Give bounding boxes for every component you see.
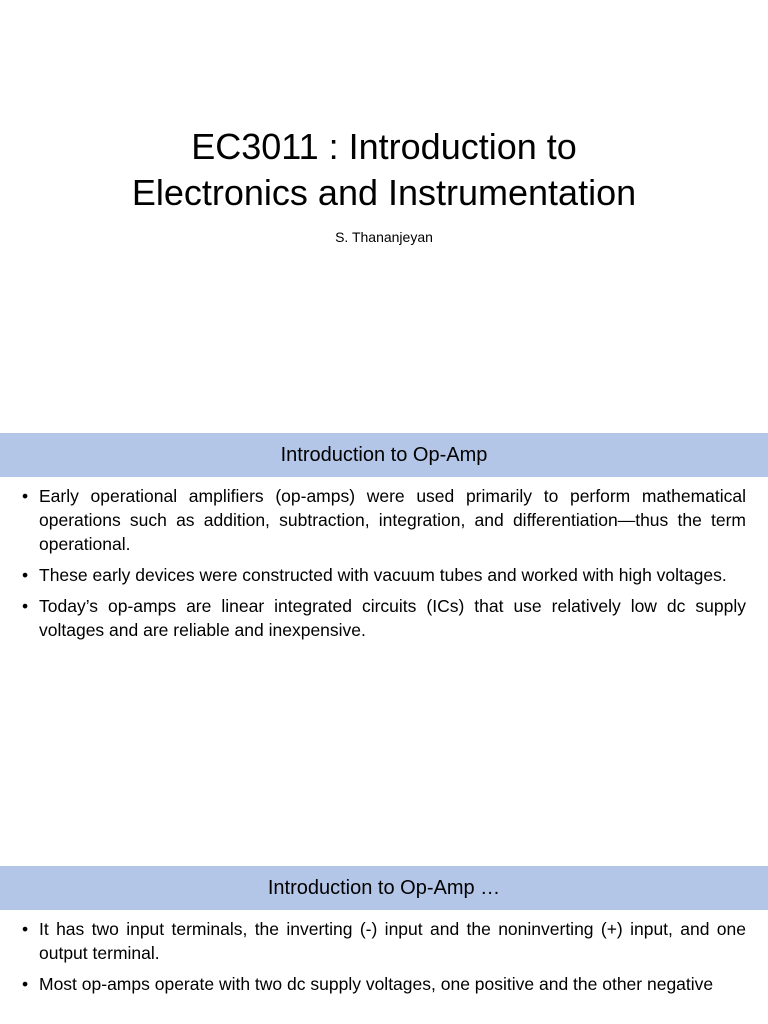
- bullet-item: [22, 563, 746, 587]
- title-line-1: EC3011 : Introduction to: [191, 126, 577, 167]
- bullet-text: It has two input terminals, the inverting (-) input and the noninverting (+) input, and one output terminal.: [39, 919, 746, 963]
- bullet-text: Early operational amplifiers (op-amps) were used primarily to perform mathematical operations such as addition, subtraction, integration, and differentiation—thus the term operational.: [39, 486, 746, 554]
- bullet-icon: •: [22, 974, 29, 994]
- bullet-item: [22, 917, 746, 965]
- bullet-text: These early devices were constructed with vacuum tubes and worked with high voltages.: [39, 565, 727, 585]
- slide-header: Introduction to Op-Amp: [0, 433, 768, 477]
- slide-header: Introduction to Op-Amp …: [0, 866, 768, 910]
- bullet-icon: •: [22, 486, 29, 506]
- bullet-icon: •: [22, 596, 29, 616]
- bullet-text: Most op-amps operate with two dc supply voltages, one positive and the other negative: [39, 974, 714, 994]
- slide-intro-op-amp-continued: [0, 866, 768, 1024]
- slide-intro-op-amp: [0, 433, 768, 853]
- bullet-item: [22, 484, 746, 556]
- bullet-icon: •: [22, 565, 29, 585]
- bullet-list: [22, 484, 746, 649]
- title-line-2: Electronics and Instrumentation: [131, 172, 637, 213]
- bullet-list: [22, 917, 746, 1003]
- title-slide: [0, 0, 768, 420]
- presentation-title: [0, 124, 768, 216]
- author-name: S. Thananjeyan: [335, 229, 433, 245]
- bullet-item: [22, 972, 746, 996]
- bullet-item: [22, 594, 746, 642]
- bullet-icon: •: [22, 919, 29, 939]
- bullet-text: Today’s op-amps are linear integrated circuits (ICs) that use relatively low dc supply voltages and are reliable and inexpensive.: [39, 596, 746, 640]
